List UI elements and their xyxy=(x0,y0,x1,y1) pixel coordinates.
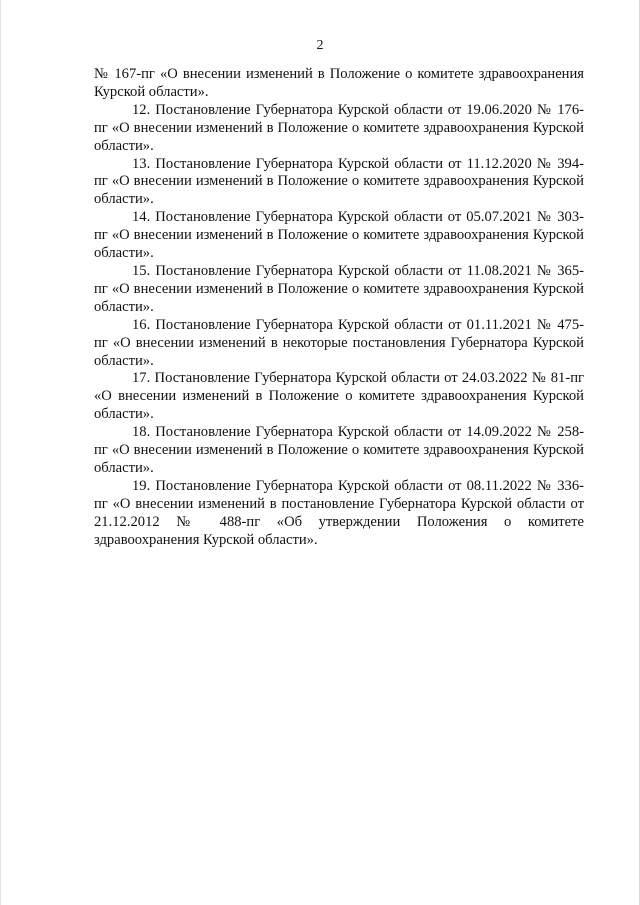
list-item-continuation: № 167-пг «О внесении изменений в Положение о комитете здравоохранения Курской области». xyxy=(94,66,584,100)
list-item-14: 14. Постановление Губернатора Курской области от 05.07.2021 № 303-пг «О внесении изменений в Положение о комитете здравоохранения Курской области». xyxy=(94,209,584,262)
list-item-18: 18. Постановление Губернатора Курской области от 14.09.2022 № 258-пг «О внесении изменений в Положение о комитете здравоохранения Курской области». xyxy=(94,424,584,476)
scan-edge-left xyxy=(0,0,1,905)
list-item-16: 16. Постановление Губернатора Курской области от 01.11.2021 № 475-пг «О внесении изменений в некоторые постановления Губернатора Курской области». xyxy=(94,316,584,369)
list-item-17: 17. Постановление Губернатора Курской области от 24.03.2022 № 81-пг «О внесении изменений в Положение о комитете здравоохранения Курской области». xyxy=(94,370,584,423)
document-body xyxy=(94,66,584,549)
list-item-15: 15. Постановление Губернатора Курской области от 11.08.2021 № 365-пг «О внесении изменений в Положение о комитете здравоохранения Курской области». xyxy=(94,262,584,315)
list-item-12: 12. Постановление Губернатора Курской области от 19.06.2020 № 176-пг «О внесении изменений в Положение о комитете здравоохранения Курской области». xyxy=(94,101,584,154)
list-item-13: 13. Постановление Губернатора Курской области от 11.12.2020 № 394-пг «О внесении изменений в Положение о комитете здравоохранения Курской области». xyxy=(94,155,584,208)
page-number: 2 xyxy=(316,38,324,53)
list-item-19: 19. Постановление Губернатора Курской области от 08.11.2022 № 336-пг «О внесении изменений в постановление Губернатора Курской области от 21.12.2012 № 488-пг «Об утверждении Положения о комитете здравоохранения Курской области». xyxy=(94,477,584,548)
